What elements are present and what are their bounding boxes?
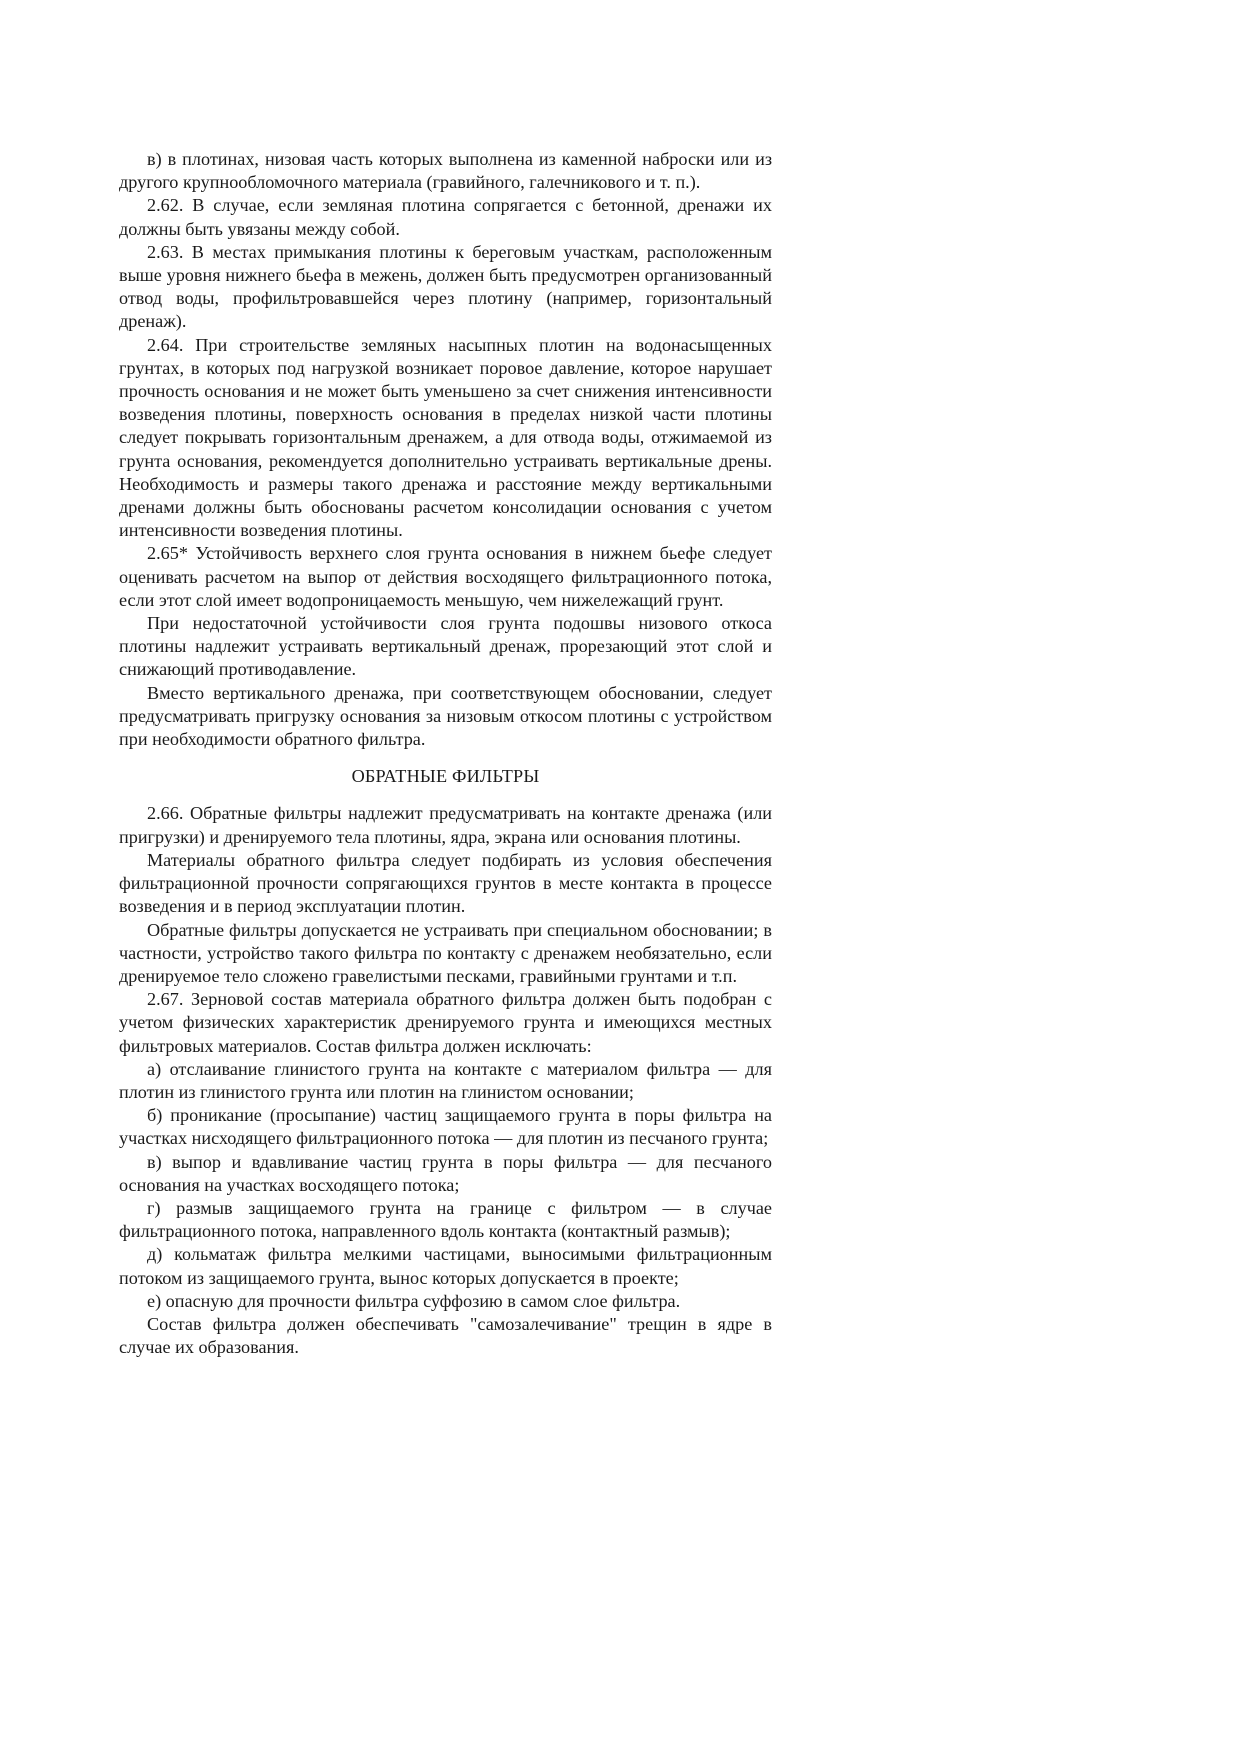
- paragraph: 2.65* Устойчивость верхнего слоя грунта основания в нижнем бьефе следует оценивать расчетом на выпор от действия восходящего фильтрационного потока, если этот слой имеет водопроницаемость меньшую, чем нижележащий грунт.: [119, 543, 772, 610]
- paragraph: Вместо вертикального дренажа, при соответствующем обосновании, следует предусматривать пригрузку основания за низовым откосом плотины с устройством при необходимости обратного фильтра.: [119, 682, 772, 750]
- paragraph: 2.66. Обратные фильтры надлежит предусматривать на контакте дренажа (или пригрузки) и дренируемого тела плотины, ядра, экрана или основания плотины.: [119, 803, 772, 847]
- paragraph: При недостаточной устойчивости слоя грунта подошвы низового откоса плотины надлежит устраивать вертикальный дренаж, прорезающий этот слой и снижающий противодавление.: [119, 613, 772, 680]
- list-item: г) размыв защищаемого грунта на границе с фильтром — в случае фильтрационного потока, направленного вдоль контакта (контактный размыв);: [119, 1197, 772, 1242]
- paragraph: 2.63. В местах примыкания плотины к береговым участкам, расположенным выше уровня нижнего бьефа в межень, должен быть предусмотрен организованный отвод воды, профильтровавшейся через плотину (например, горизонтальный дренаж).: [119, 241, 772, 332]
- list-item: е) опасную для прочности фильтра суффозию в самом слое фильтра.: [147, 1290, 681, 1311]
- list-item: в) выпор и вдавливание частиц грунта в поры фильтра — для песчаного основания на участках восходящего потока;: [119, 1151, 772, 1195]
- list-item: д) кольматаж фильтра мелкими частицами, выносимыми фильтрационным потоком из защищаемого грунта, вынос которых допускается в проекте;: [119, 1244, 772, 1288]
- paragraph: 2.67. Зерновой состав материала обратного фильтра должен быть подобран с учетом физических характеристик дренируемого грунта и имеющихся местных фильтровых материалов. Состав фильтра должен исключать:: [119, 989, 772, 1056]
- paragraph: Обратные фильтры допускается не устраивать при специальном обосновании; в частности, устройство такого фильтра по контакту с дренажем необязательно, если дренируемое тело сложено гравелистыми песками, гравийными грунтами и т.п.: [119, 919, 772, 986]
- paragraph: Материалы обратного фильтра следует подбирать из условия обеспечения фильтрационной прочности сопрягающихся грунтов в месте контакта в процессе возведения и в период эксплуатации плотин.: [119, 849, 772, 917]
- section-heading: ОБРАТНЫЕ ФИЛЬТРЫ: [351, 766, 540, 787]
- list-item: б) проникание (просыпание) частиц защищаемого грунта в поры фильтра на участках нисходящего фильтрационного потока — для плотин из песчаного грунта;: [119, 1105, 772, 1149]
- paragraph: в) в плотинах, низовая часть которых выполнена из каменной наброски или из другого крупнообломочного материала (гравийного, галечникового и т. п.).: [119, 149, 772, 193]
- paragraph: Состав фильтра должен обеспечивать "самозалечивание" трещин в ядре в случае их образования.: [119, 1313, 772, 1358]
- list-item: а) отслаивание глинистого грунта на контакте с материалом фильтра — для плотин из глинистого грунта или плотин на глинистом основании;: [119, 1058, 772, 1102]
- paragraph: 2.62. В случае, если земляная плотина сопрягается с бетонной, дренажи их должны быть увязаны между собой.: [119, 195, 772, 239]
- paragraph: 2.64. При строительстве земляных насыпных плотин на водонасыщенных грунтах, в которых под нагрузкой возникает поровое давление, которое нарушает прочность основания и не может быть уменьшено за счет снижения интенсивности возведения плотины, поверхность основания в пределах низкой части плотины следует покрывать горизонтальным дренажем, а для отвода воды, отжимаемой из грунта основания, рекомендуется дополнительно устраивать вертикальные дрены. Необходимость и размеры такого дренажа и расстояние между вертикальными дренами должны быть обоснованы расчетом консолидации основания с учетом интенсивности возведения плотины.: [119, 334, 772, 541]
- document-page: [119, 148, 772, 1359]
